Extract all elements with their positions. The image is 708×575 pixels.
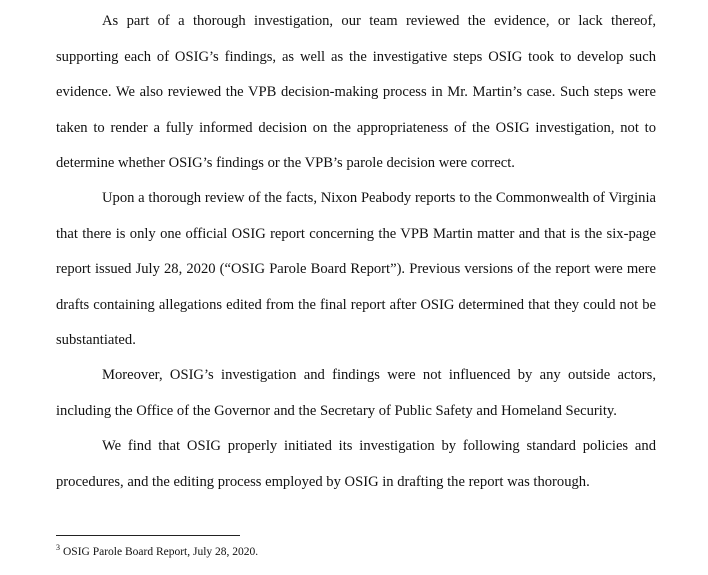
footnote-divider <box>56 535 240 536</box>
paragraph-procedures: We find that OSIG properly initiated its investigation by following standard policies and procedures, and the editing process employed by OSIG in drafting the report was thorough. <box>56 438 656 490</box>
footnote <box>56 544 258 560</box>
paragraph-official-report: Upon a thorough review of the facts, Nixon Peabody reports to the Commonwealth of Virginia that there is only one official OSIG report concerning the VPB Martin matter and that is the six-page report issued July 28, 2020 (“OSIG Parole Board Report”). Previous versions of the report were mere drafts containing allegations edited from the final report after OSIG determined that they could not be substantiated. <box>56 190 656 348</box>
paragraph-outside-influence: Moreover, OSIG’s investigation and findings were not influenced by any outside actors, including the Office of the Governor and the Secretary of Public Safety and Homeland Security. <box>56 367 656 419</box>
paragraph-review-scope: As part of a thorough investigation, our team reviewed the evidence, or lack thereof, supporting each of OSIG’s findings, as well as the investigative steps OSIG took to develop such evidence. We also reviewed the VPB decision-making process in Mr. Martin’s case. Such steps were taken to render a fully informed decision on the appropriateness of the OSIG investigation, not to determine whether OSIG’s findings or the VPB’s parole decision were correct. <box>56 13 656 171</box>
footnote-marker: 3 <box>56 543 60 553</box>
footnote-text: OSIG Parole Board Report, July 28, 2020. <box>63 546 259 558</box>
